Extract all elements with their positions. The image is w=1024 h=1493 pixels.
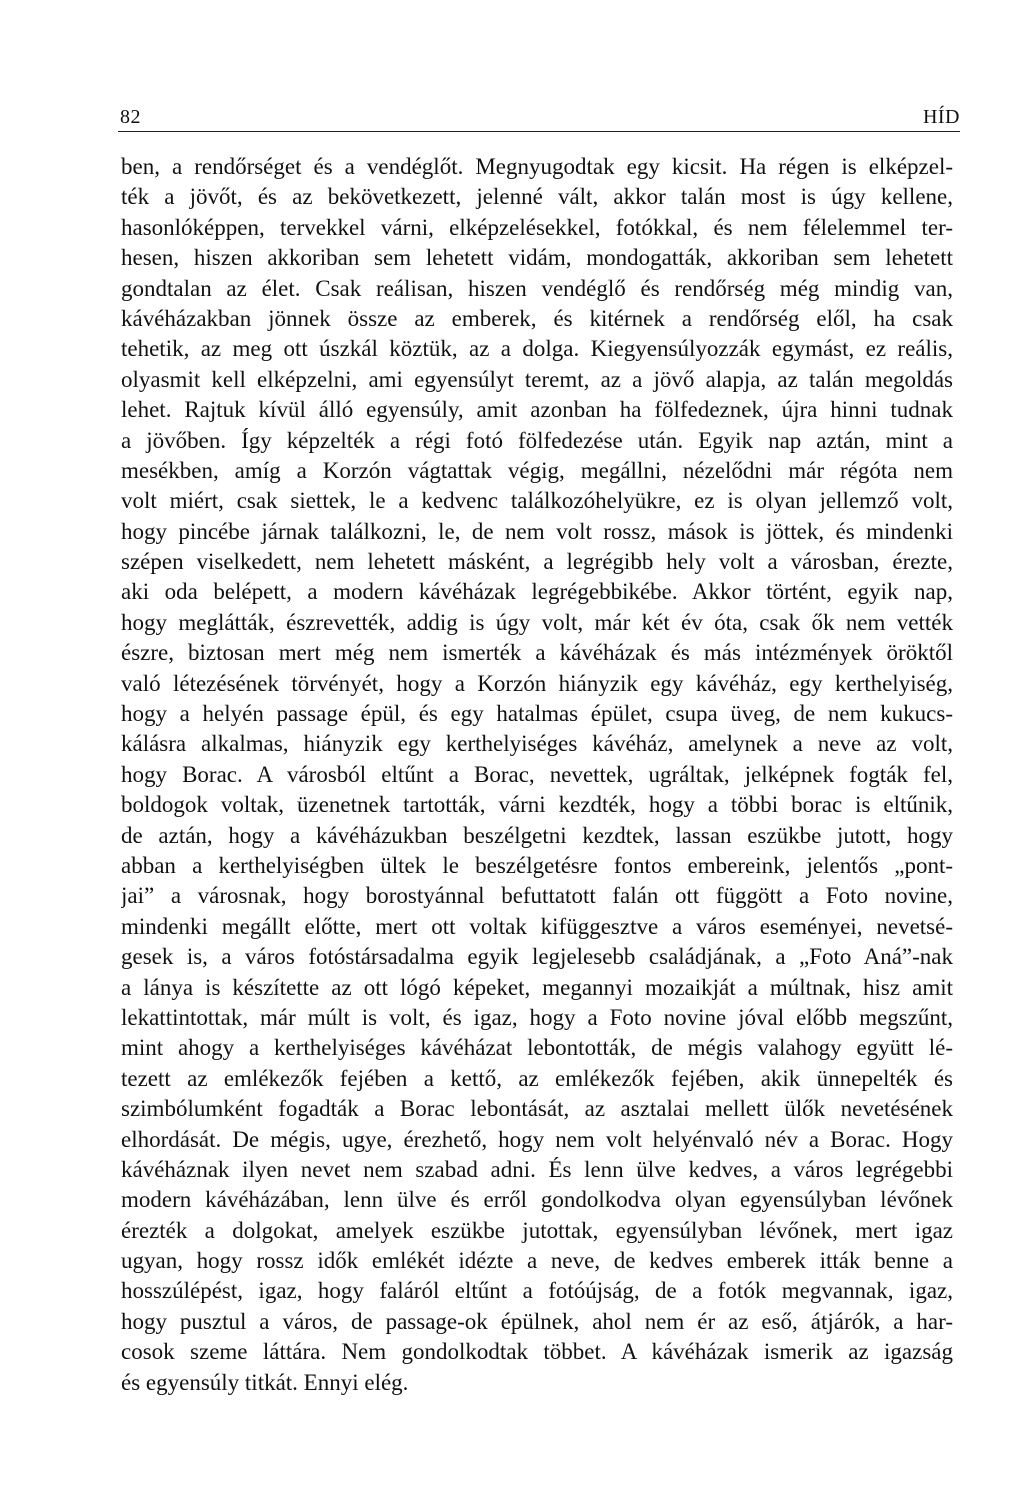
text-line: tezett az emlékezők fejében a kettő, az emlékezők fejében, akik ünnepelték és [121,1065,953,1091]
text-line: olyasmit kell elképzelni, ami egyensúlyt teremt, az a jövő alapja, az talán megoldás [121,366,953,392]
text-line: gesek is, a város fotóstársadalma egyik legjelesebb családjának, a „Foto Aná”-nak [121,944,953,970]
text-line: ugyan, hogy rossz idők emlékét idézte a neve, de kedves emberek itták benne a [121,1248,953,1274]
text-line: abban a kerthelyiségben ültek le beszélgetésre fontos embereink, jelentős „pont- [121,852,953,878]
text-line: észre, biztosan mert még nem ismerték a kávéházak és más intézmények öröktől [121,640,953,666]
text-line: lehet. Rajtuk kívül álló egyensúly, amit azonban ha fölfedeznek, újra hinni tudnak [121,397,953,423]
text-line: gondtalan az élet. Csak reálisan, hiszen vendéglő és rendőrség még mindig van, [121,275,953,301]
text-line: hogy Borac. A városból eltűnt a Borac, nevettek, ugráltak, jelképnek fogták fel, [121,761,953,787]
text-line: ték a jövőt, és az bekövetkezett, jelenné vált, akkor talán most is úgy kellene, [121,184,953,210]
text-line: szépen viselkedett, nem lehetett másként, a legrégibb hely volt a városban, érezte, [121,549,953,575]
text-line: való létezésének törvényét, hogy a Korzón hiányzik egy kávéház, egy kerthelyiség, [121,670,953,696]
text-line: a jövőben. Így képzelték a régi fotó fölfedezése után. Egyik nap aztán, mint a [121,427,953,453]
text-line: hogy pusztul a város, de passage-ok épülnek, ahol nem ér az eső, átjárók, a har- [121,1308,953,1334]
text-line: a lánya is készítette az ott lógó képeket, megannyi mozaikját a múltnak, hisz amit [121,974,953,1000]
text-line: volt miért, csak siettek, le a kedvenc találkozóhelyükre, ez is olyan jellemző volt, [121,488,953,514]
text-line: hogy pincébe járnak találkozni, le, de nem volt rossz, mások is jöttek, és mindenki [121,518,953,544]
text-line: mesékben, amíg a Korzón vágtattak végig, megállni, nézelődni már régóta nem [121,457,953,483]
text-line: érezték a dolgokat, amelyek eszükbe jutottak, egyensúlyban lévőnek, mert igaz [121,1217,953,1243]
text-line: mint ahogy a kerthelyiséges kávéházat lebontották, de mégis valahogy együtt lé- [121,1035,953,1061]
text-line: tehetik, az meg ott úszkál köztük, az a dolga. Kiegyensúlyozzák egymást, ez reális, [121,336,953,362]
text-line: de aztán, hogy a kávéházukban beszélgetni kezdtek, lassan eszükbe jutott, hogy [121,822,953,848]
text-line: kálásra alkalmas, hiányzik egy kerthelyiséges kávéház, amelynek a neve az volt, [121,731,953,757]
text-line: modern kávéházában, lenn ülve és erről gondolkodva olyan egyensúlyban lévőnek [121,1187,953,1213]
text-line: lekattintottak, már múlt is volt, és igaz, hogy a Foto novine jóval előbb megszűnt, [121,1004,953,1030]
page-header [118,100,960,130]
running-head-title: HÍD [922,106,960,128]
text-line: aki oda belépett, a modern kávéházak legrégebbikébe. Akkor történt, egyik nap, [121,579,953,605]
text-line: szimbólumként fogadták a Borac lebontását, az asztalai mellett ülők nevetésének [121,1096,953,1122]
text-line: és egyensúly titkát. Ennyi elég. [121,1369,409,1395]
header-rule [118,131,960,132]
text-line: elhordását. De mégis, ugye, érezhető, hogy nem volt helyénvaló név a Borac. Hogy [121,1126,953,1152]
text-line: ben, a rendőrséget és a vendéglőt. Megnyugodtak egy kicsit. Ha régen is elképzel- [121,154,953,179]
text-line: hesen, hiszen akkoriban sem lehetett vidám, mondogatták, akkoriban sem lehetett [121,245,953,271]
page-number: 82 [120,106,141,128]
text-line: jai” a városnak, hogy borostyánnal befuttatott falán ott függött a Foto novine, [121,883,953,909]
text-line: hasonlóképpen, tervekkel várni, elképzelésekkel, fotókkal, és nem félelemmel ter- [121,214,953,240]
text-line: kávéháznak ilyen nevet nem szabad adni. És lenn ülve kedves, a város legrégebbi [121,1156,953,1182]
text-line: hosszúlépést, igaz, hogy faláról eltűnt a fotóújság, de a fotók megvannak, igaz, [121,1278,953,1304]
text-line: cosok szeme láttára. Nem gondolkodtak többet. A kávéházak ismerik az igazság [121,1339,953,1365]
body-paragraph [121,152,953,1398]
text-line: hogy meglátták, észrevették, addig is úgy volt, már két év óta, csak ők nem vették [121,609,953,635]
text-line: hogy a helyén passage épül, és egy hatalmas épület, csupa üveg, de nem kukucs- [121,701,953,727]
text-line: kávéházakban jönnek össze az emberek, és kitérnek a rendőrség elől, ha csak [121,305,953,331]
text-line: mindenki megállt előtte, mert ott voltak kifüggesztve a város eseményei, nevetsé- [121,913,953,939]
text-line: boldogok voltak, üzenetnek tartották, várni kezdték, hogy a többi borac is eltűnik, [121,792,953,818]
